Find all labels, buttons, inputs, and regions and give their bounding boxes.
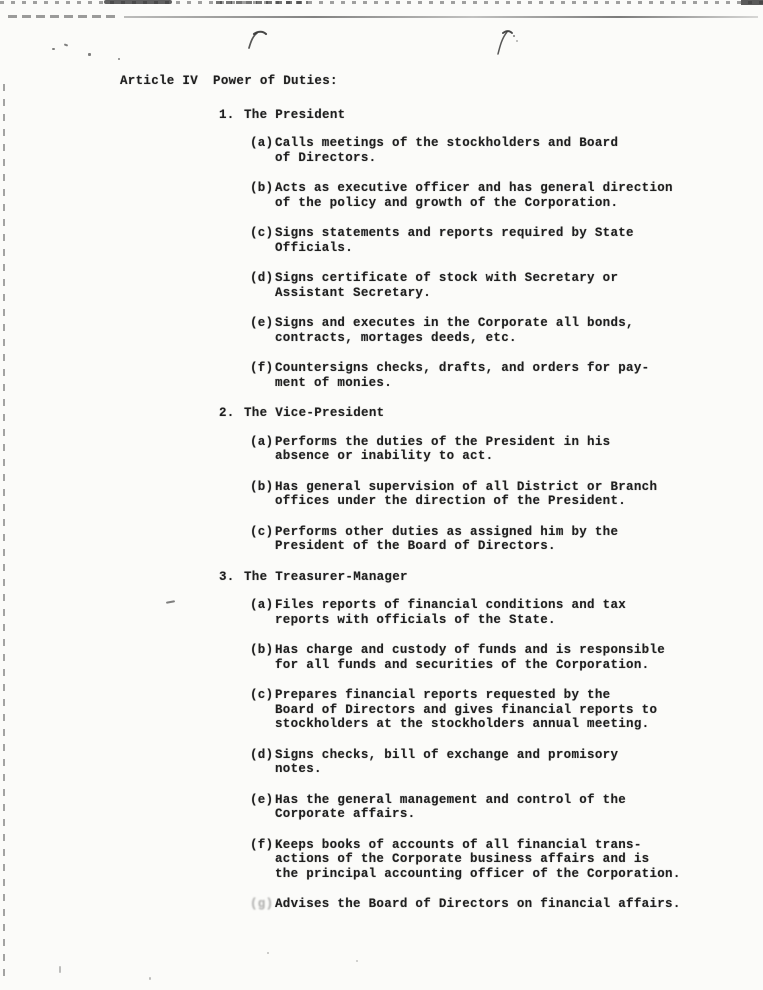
section <box>120 108 730 391</box>
item-line <box>250 525 730 540</box>
article-title: Power of Duties: <box>213 74 338 88</box>
item-marker: (f) <box>250 837 274 852</box>
sections-container <box>120 108 730 912</box>
item-text: Signs checks, bill of exchange and promisory <box>275 747 619 762</box>
scan-top-dark-segment <box>104 0 172 4</box>
item-marker: (b) <box>250 643 274 657</box>
item-text: Keeps books of accounts of all financial trans- <box>275 837 642 852</box>
duty-item <box>250 361 730 390</box>
item-text: the principal accounting officer of the Corporation. <box>275 866 681 881</box>
document-content <box>120 74 730 928</box>
duty-item <box>250 480 730 509</box>
scan-speck <box>267 952 269 954</box>
item-marker: (g) <box>250 897 274 911</box>
duty-item <box>250 316 730 345</box>
item-line <box>250 793 730 808</box>
duty-item <box>250 748 730 777</box>
item-text: Performs the duties of the President in his <box>275 434 611 449</box>
section-number: 1. <box>219 107 235 122</box>
item-text: notes. <box>275 762 322 776</box>
item-text: Performs other duties as assigned him by the <box>275 524 619 539</box>
item-text: Assistant Secretary. <box>275 285 432 300</box>
duty-item <box>250 435 730 464</box>
item-text: Officials. <box>275 240 354 255</box>
item-text: absence or inability to act. <box>275 449 494 463</box>
item-marker: (e) <box>250 316 274 330</box>
section <box>120 406 730 554</box>
duty-item <box>250 688 730 732</box>
section-title: The Vice-President <box>244 406 385 420</box>
item-text: Signs certificate of stock with Secretary or <box>275 271 619 285</box>
item-text: Files reports of financial conditions and tax <box>275 598 627 612</box>
item-text: for all funds and securities of the Corporation. <box>275 657 650 672</box>
scan-speck <box>88 53 91 56</box>
item-line <box>250 643 730 658</box>
item-text: contracts, mortages deeds, etc. <box>275 330 517 345</box>
pen-mark-icon <box>244 28 268 50</box>
item-line <box>250 271 730 286</box>
item-text: Board of Directors and gives financial reports to <box>275 702 658 717</box>
section-number: 3. <box>219 569 235 584</box>
scan-speck <box>118 58 120 60</box>
section-title: The Treasurer-Manager <box>244 569 408 584</box>
item-line <box>250 316 730 331</box>
scan-smudge-line-left <box>8 15 120 18</box>
item-text: Prepares financial reports requested by the <box>275 688 611 702</box>
item-line <box>250 480 730 495</box>
scan-smudge-line-main <box>124 16 758 18</box>
section-heading <box>219 570 730 585</box>
scan-top-perforation-line <box>0 1 763 4</box>
item-text: Advises the Board of Directors on financial affairs. <box>275 897 681 911</box>
item-marker: (b) <box>250 181 274 195</box>
pen-mark-icon <box>494 28 520 56</box>
duty-item <box>250 181 730 210</box>
item-text: Has the general management and control of the <box>275 792 627 807</box>
item-text: stockholders at the stockholders annual meeting. <box>275 717 650 731</box>
scan-left-edge-line <box>3 84 5 984</box>
item-line <box>250 897 730 912</box>
section-heading <box>219 108 730 123</box>
item-line <box>250 838 730 853</box>
article-heading <box>120 74 730 89</box>
duty-item <box>250 793 730 822</box>
item-marker: (b) <box>250 479 274 494</box>
item-text: President of the Board of Directors. <box>275 539 556 553</box>
duty-item <box>250 838 730 882</box>
item-line <box>250 226 730 241</box>
item-text: Calls meetings of the stockholders and Board <box>275 136 619 150</box>
item-text: reports with officials of the State. <box>275 612 556 627</box>
article-label: Article IV <box>120 74 199 88</box>
item-text: actions of the Corporate business affairs and is <box>275 852 650 866</box>
item-text: Signs and executes in the Corporate all bonds, <box>275 316 634 330</box>
item-text: Countersigns checks, drafts, and orders for pay- <box>275 361 650 375</box>
item-line <box>250 181 730 196</box>
item-line <box>250 361 730 376</box>
item-text: Has charge and custody of funds and is responsible <box>275 643 666 657</box>
scan-top-dashed-segment <box>216 1 308 4</box>
item-marker: (c) <box>250 688 274 702</box>
scan-speck <box>64 43 68 46</box>
duty-item <box>250 525 730 554</box>
section-heading <box>219 406 730 421</box>
section-number: 2. <box>219 406 235 420</box>
scan-speck <box>356 960 358 962</box>
item-marker: (d) <box>250 271 274 285</box>
item-marker: (c) <box>250 524 274 539</box>
item-text: Acts as executive officer and has general direction <box>275 181 673 195</box>
item-line <box>250 748 730 763</box>
duty-item <box>250 136 730 165</box>
item-marker: (a) <box>250 434 274 449</box>
item-text: Has general supervision of all District or Branch <box>275 479 658 494</box>
item-marker: (e) <box>250 792 274 807</box>
item-marker: (f) <box>250 361 274 375</box>
item-marker: (d) <box>250 747 274 762</box>
item-text: Corporate affairs. <box>275 807 416 821</box>
section-title: The President <box>244 107 346 122</box>
item-marker: (c) <box>250 226 274 240</box>
item-line <box>250 598 730 613</box>
item-marker: (a) <box>250 598 274 612</box>
section <box>120 570 730 912</box>
duty-item <box>250 598 730 627</box>
duty-item <box>250 271 730 300</box>
item-line <box>250 136 730 151</box>
duty-item <box>250 643 730 672</box>
item-line <box>250 435 730 450</box>
item-text: offices under the direction of the President. <box>275 494 627 508</box>
duty-item <box>250 897 730 912</box>
scan-speck <box>52 48 55 50</box>
item-text: ment of monies. <box>275 375 393 390</box>
scan-speck <box>59 966 61 973</box>
item-marker: (a) <box>250 136 274 150</box>
item-text: Signs statements and reports required by State <box>275 226 634 240</box>
scan-speck <box>149 977 151 980</box>
item-text: of Directors. <box>275 150 377 165</box>
item-line <box>250 688 730 703</box>
scan-top-corner-blob <box>741 0 763 5</box>
item-text: of the policy and growth of the Corporation. <box>275 195 619 210</box>
duty-item <box>250 226 730 255</box>
